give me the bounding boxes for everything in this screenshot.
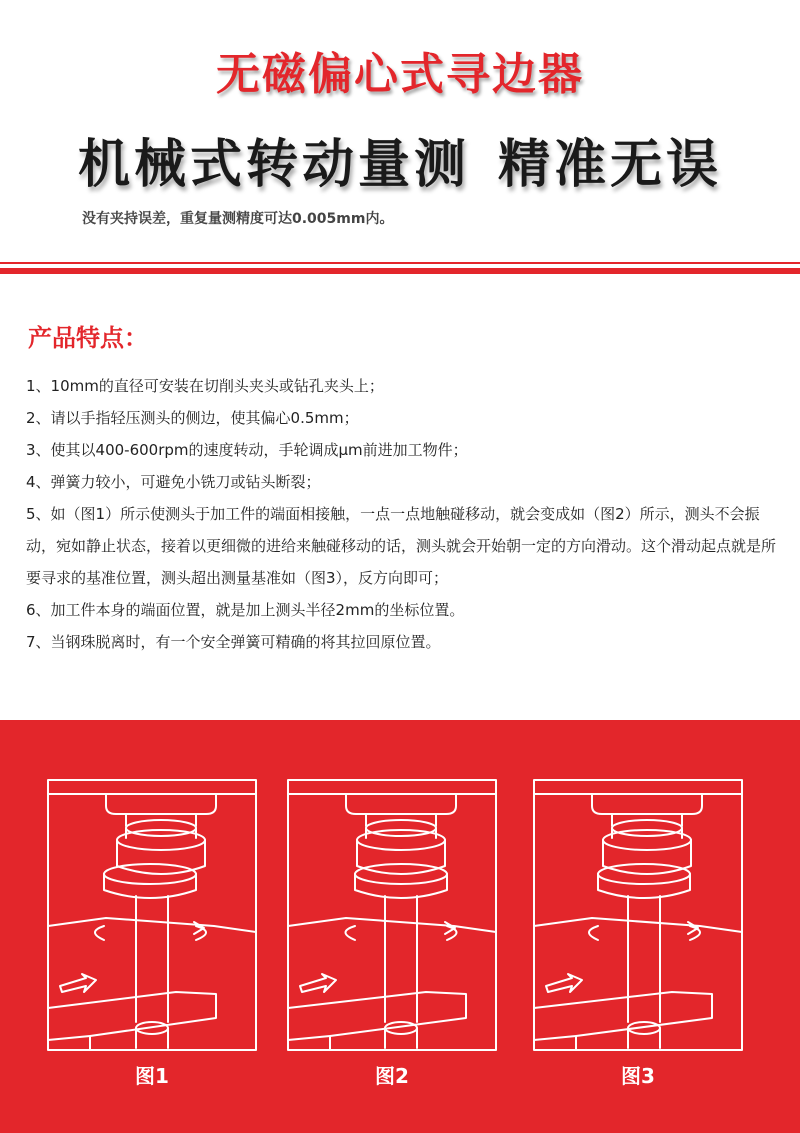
feature-item: 7、当钢珠脱离时，有一个安全弹簧可精确的将其拉回原位置。 [26,633,441,651]
figures-panel [0,720,800,1133]
figure-3-label: 图3 [621,1064,655,1088]
divider-bar [0,268,800,274]
feature-item: 6、加工件本身的端面位置，就是加上测头半径2mm的坐标位置。 [26,601,465,619]
figure-3-illustration [532,778,744,1052]
slogan [0,122,800,197]
feature-item: 3、使其以400-600rpm的速度转动，手轮调成μm前进加工物件； [26,441,468,459]
subtitle: 没有夹持误差，重复量测精度可达0.005mm内。 [82,211,394,227]
product-title: 无磁偏心式寻边器 [216,49,584,100]
slogan-left: 机械式转动量测 [77,135,470,195]
slogan-right: 精准无误 [498,135,723,195]
figure-1-label: 图1 [135,1064,169,1088]
feature-item: 1、10mm的直径可安装在切削头夹头或钻孔夹头上； [26,377,384,395]
features-title: 产品特点： [28,324,148,352]
feature-item: 5、如（图1）所示使测头于加工件的端面相接触，一点一点地触碰移动，就会变成如（图2）所示，测头不会振动，宛如静止状态，接着以更细微的进给来触碰移动的话，测头就会开始朝一定的方向滑动。这个滑动起点就是所要寻求的基准位置，测头超出测量基准如（图3），反方向即可； [26,505,777,587]
figure-1-illustration [46,778,258,1052]
divider [0,262,800,264]
figure-2-label: 图2 [375,1064,409,1088]
feature-item: 4、弹簧力较小，可避免小铣刀或钻头断裂； [26,473,321,491]
figure-2-illustration [286,778,498,1052]
header [0,0,800,270]
feature-item: 2、请以手指轻压测头的侧边，使其偏心0.5mm； [26,409,359,427]
features-list [26,370,786,658]
